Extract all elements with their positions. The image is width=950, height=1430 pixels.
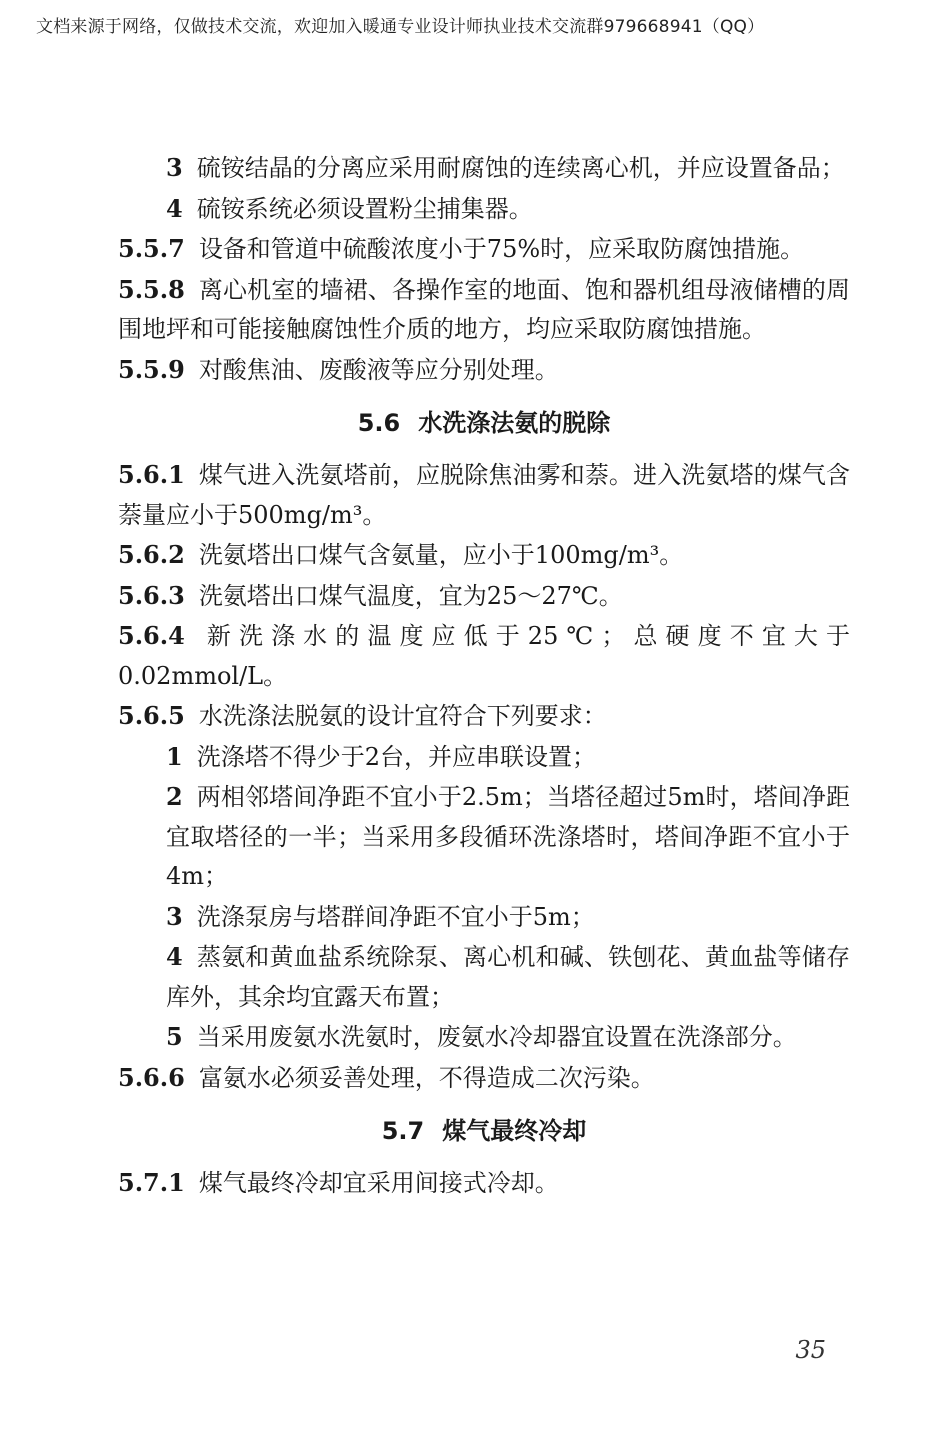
clause: 5.6.3 洗氨塔出口煤气温度，宜为25～27℃。: [118, 580, 623, 610]
list-item: 4 硫铵系统必须设置粉尘捕集器。: [166, 193, 533, 223]
clause: 5.6.6 富氨水必须妥善处理，不得造成二次污染。: [118, 1062, 655, 1092]
clause: 5.6.4 新洗涤水的温度应低于25℃；总硬度不宜大于0.02mmol/L。: [118, 621, 850, 690]
document-body: [118, 148, 850, 1204]
clause: 5.5.7 设备和管道中硫酸浓度小于75%时，应采取防腐蚀措施。: [118, 234, 805, 263]
clause: 5.5.8 离心机室的墙裙、各操作室的地面、饱和器机组母液储槽的周围地坪和可能接触腐蚀性介质的地方，均应采取防腐蚀措施。: [118, 274, 850, 343]
clause: 5.5.9 对酸焦油、废酸液等应分别处理。: [118, 354, 559, 384]
list-item: 5 当采用废氨水洗氨时，废氨水冷却器宜设置在洗涤部分。: [166, 1022, 797, 1051]
list-item: 3 洗涤泵房与塔群间净距不宜小于5m；: [166, 901, 595, 931]
list-item: 4 蒸氨和黄血盐系统除泵、离心机和碱、铁刨花、黄血盐等储存库外，其余均宜露天布置；: [166, 942, 850, 1011]
section-heading: 5.6 水洗涤法氨的脱除: [357, 409, 611, 437]
list-item: 2 两相邻塔间净距不宜小于2.5m；当塔径超过5m时，塔间净距宜取塔径的一半；当采用多段循环洗涤塔时，塔间净距不宜小于4m；: [166, 782, 850, 890]
section-heading: 5.7 煤气最终冷却: [381, 1117, 587, 1145]
list-item: 3 硫铵结晶的分离应采用耐腐蚀的连续离心机，并应设置备品；: [166, 153, 845, 182]
page-number: 35: [795, 1336, 826, 1364]
clause: 5.6.5 水洗涤法脱氨的设计宜符合下列要求：: [118, 701, 607, 730]
watermark-text: 文档来源于网络，仅做技术交流，欢迎加入暖通专业设计师执业技术交流群979668941（QQ）: [36, 17, 765, 37]
clause: 5.6.2 洗氨塔出口煤气含氨量，应小于100mg/m³。: [118, 540, 684, 569]
list-item: 1 洗涤塔不得少于2台，并应串联设置；: [166, 741, 596, 771]
clause: 5.7.1 煤气最终冷却宜采用间接式冷却。: [118, 1168, 559, 1197]
clause: 5.6.1 煤气进入洗氨塔前，应脱除焦油雾和萘。进入洗氨塔的煤气含萘量应小于500mg/m³。: [118, 460, 850, 529]
